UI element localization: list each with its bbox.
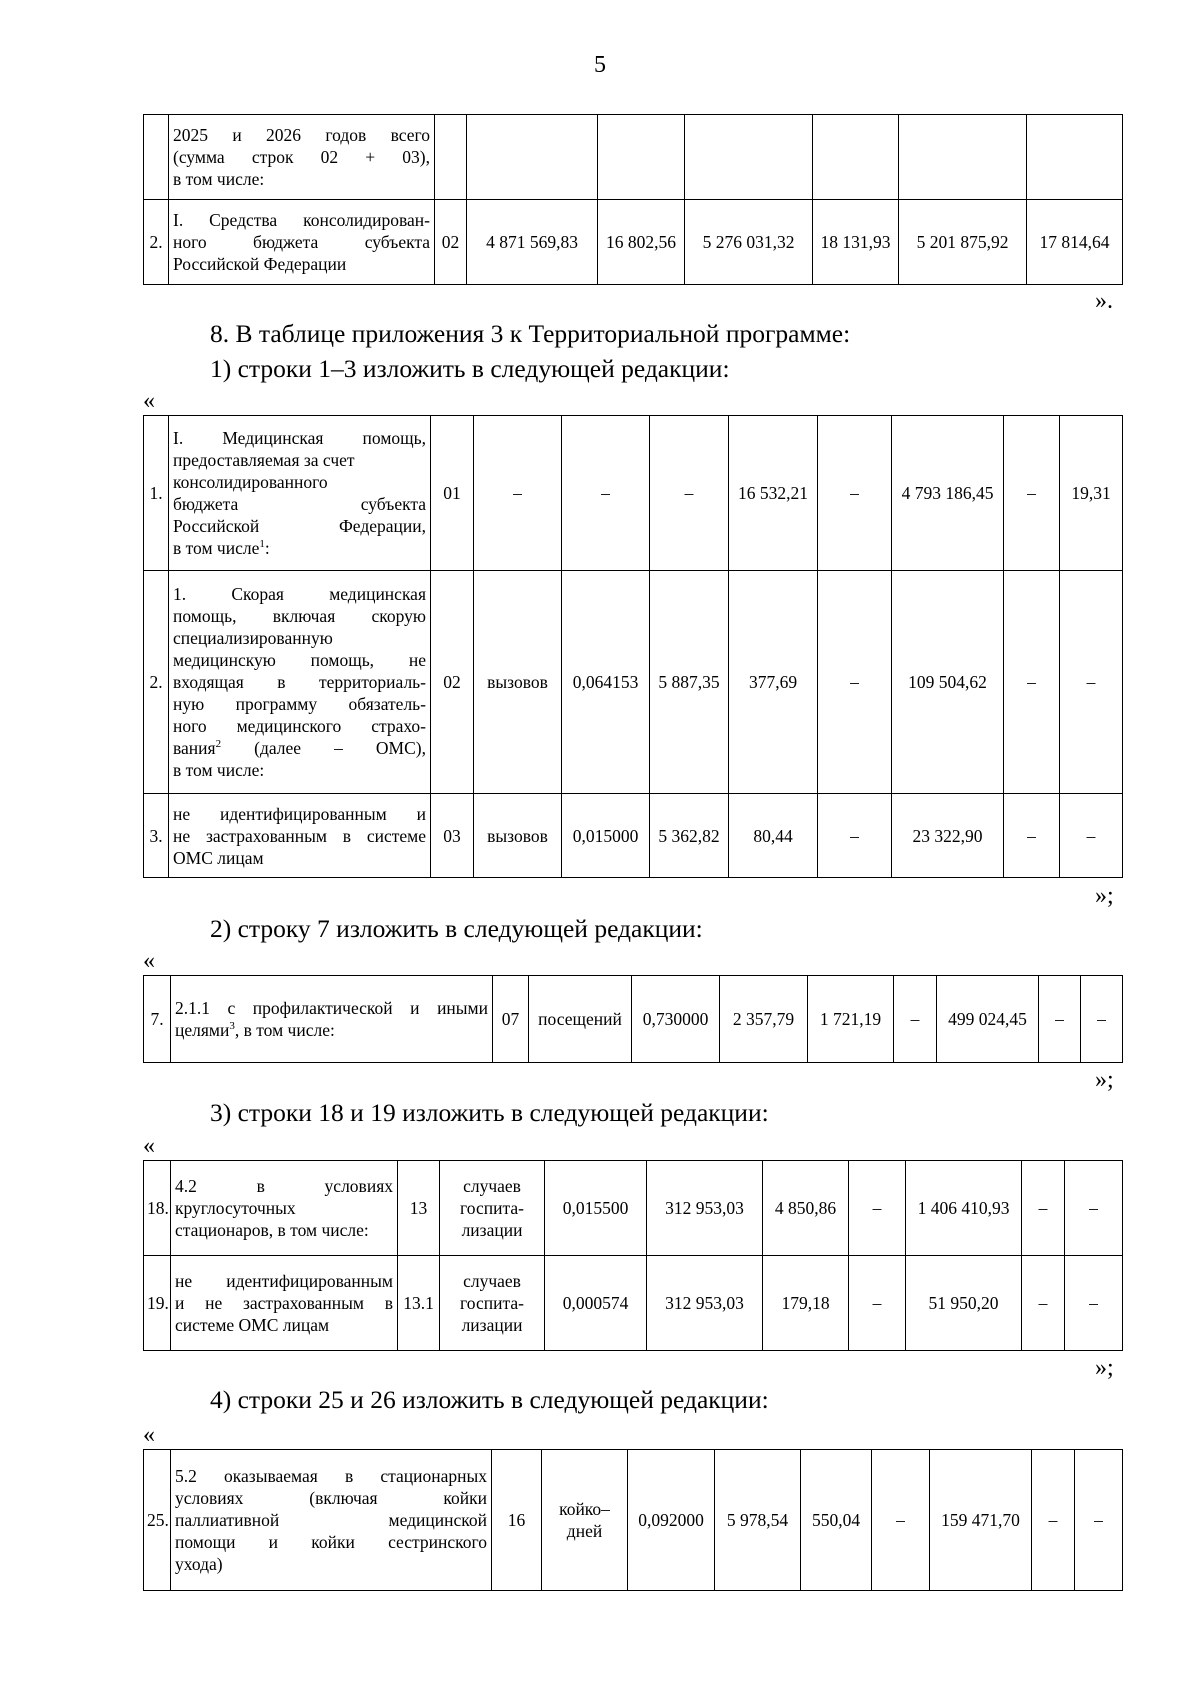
table-cell: –	[1081, 976, 1123, 1063]
table-cell: 01	[431, 416, 474, 571]
table-cell: –	[1004, 571, 1060, 794]
table-cell: 51 950,20	[906, 1256, 1022, 1351]
table-cell: –	[1004, 794, 1060, 878]
row-number: 19.	[144, 1256, 171, 1351]
table-cell: –	[562, 416, 650, 571]
table-cell: 1 721,19	[808, 976, 894, 1063]
table-cell: 19,31	[1060, 416, 1123, 571]
opening-quote: «	[143, 948, 155, 974]
table-cell: –	[1022, 1256, 1065, 1351]
row-label: 2.1.1 с профилактической и иными целями$^3$, в том числе:	[171, 976, 493, 1063]
table-cell: –	[1065, 1256, 1123, 1351]
table-cell: –	[474, 416, 562, 571]
row-label: 1. Скорая медицинская помощь, включая скорую специализированную медицинскую помощь, не входящая в территориаль- ную программу обязатель- ного медицинского страхо- вания$^2$ (далее – ОМС), в том числе:	[169, 571, 431, 794]
row-number: 3.	[144, 794, 169, 878]
table-cell: –	[1022, 1161, 1065, 1256]
table-cell	[1027, 115, 1123, 200]
table-cell: –	[1039, 976, 1081, 1063]
paragraph-8-4: 4) строки 25 и 26 изложить в следующей редакции:	[210, 1385, 769, 1414]
table-cell: 16 532,21	[729, 416, 818, 571]
row-number: 2.	[144, 200, 169, 285]
table-cell: –	[1075, 1450, 1123, 1591]
table-cell: вызовов	[474, 571, 562, 794]
table-cell: –	[818, 794, 892, 878]
table-cell: 159 471,70	[930, 1450, 1032, 1591]
row-number: 18.	[144, 1161, 171, 1256]
table-cell: вызовов	[474, 794, 562, 878]
table-row	[144, 571, 1123, 794]
table-cell: случаев госпита- лизации	[440, 1256, 545, 1351]
table-cell	[899, 115, 1027, 200]
table-cell: 5 201 875,92	[899, 200, 1027, 285]
table-row	[144, 115, 1123, 200]
closing-quote: »;	[1095, 1067, 1114, 1093]
table-cell: 499 024,45	[937, 976, 1039, 1063]
table-cell: 0,015500	[545, 1161, 647, 1256]
table-cell: 312 953,03	[647, 1256, 763, 1351]
table-cell: 07	[493, 976, 529, 1063]
table-cell: 13.1	[398, 1256, 440, 1351]
table-cell: 02	[435, 200, 467, 285]
table-cell: 16 802,56	[598, 200, 685, 285]
table-cell: койко– дней	[542, 1450, 628, 1591]
table-cell: –	[1004, 416, 1060, 571]
row-label: не идентифицированным и не застрахованным в системе ОМС лицам	[169, 794, 431, 878]
table-row	[144, 1256, 1123, 1351]
table-row	[144, 976, 1123, 1063]
paragraph-8: 8. В таблице приложения 3 к Территориальной программе:	[210, 319, 851, 348]
table-cell: –	[894, 976, 937, 1063]
table-cell: –	[650, 416, 729, 571]
table-a	[143, 114, 1123, 285]
row-number: 1.	[144, 416, 169, 571]
row-label: 5.2 оказываемая в стационарных условиях (включая койки паллиативной медицинской помощи и койки сестринского ухода)	[171, 1450, 492, 1591]
table-cell: 4 850,86	[763, 1161, 849, 1256]
table-row	[144, 416, 1123, 571]
table-cell: 0,064153	[562, 571, 650, 794]
opening-quote: «	[143, 388, 155, 414]
table-cell: –	[818, 416, 892, 571]
table-cell: –	[1032, 1450, 1075, 1591]
table-cell: 5 276 031,32	[685, 200, 813, 285]
table-cell: 03	[431, 794, 474, 878]
row-label: не идентифицированным и не застрахованным в системе ОМС лицам	[171, 1256, 398, 1351]
closing-quote: ».	[1095, 288, 1113, 314]
table-row	[144, 200, 1123, 285]
table-cell: 02	[431, 571, 474, 794]
table-row	[144, 794, 1123, 878]
closing-quote: »;	[1095, 883, 1114, 909]
table-cell: 1 406 410,93	[906, 1161, 1022, 1256]
table-cell: 0,092000	[628, 1450, 715, 1591]
page-number: 5	[594, 52, 606, 78]
table-cell: 23 322,90	[892, 794, 1004, 878]
table-cell: 312 953,03	[647, 1161, 763, 1256]
row-number: 7.	[144, 976, 171, 1063]
table-cell: 0,730000	[632, 976, 720, 1063]
table-e	[143, 1449, 1123, 1591]
table-cell: 0,015000	[562, 794, 650, 878]
paragraph-8-3: 3) строки 18 и 19 изложить в следующей редакции:	[210, 1098, 769, 1127]
table-row	[144, 1161, 1123, 1256]
table-b	[143, 415, 1123, 878]
table-cell: 109 504,62	[892, 571, 1004, 794]
table-cell: –	[849, 1161, 906, 1256]
table-cell: –	[1060, 794, 1123, 878]
table-cell: –	[1065, 1161, 1123, 1256]
table-d	[143, 1160, 1123, 1351]
row-label: 4.2 в условиях круглосуточных стационаров, в том числе:	[171, 1161, 398, 1256]
table-cell: 16	[492, 1450, 542, 1591]
paragraph-8-2: 2) строку 7 изложить в следующей редакции:	[210, 914, 703, 943]
table-cell: 2 357,79	[720, 976, 808, 1063]
table-cell	[467, 115, 598, 200]
table-cell: 17 814,64	[1027, 200, 1123, 285]
table-cell: 5 362,82	[650, 794, 729, 878]
table-cell: –	[849, 1256, 906, 1351]
table-cell: –	[1060, 571, 1123, 794]
closing-quote: »;	[1095, 1355, 1114, 1381]
opening-quote: «	[143, 1422, 155, 1448]
table-cell: 4 871 569,83	[467, 200, 598, 285]
table-cell: 80,44	[729, 794, 818, 878]
table-cell: 5 887,35	[650, 571, 729, 794]
table-cell	[435, 115, 467, 200]
table-cell: 13	[398, 1161, 440, 1256]
row-number	[144, 115, 169, 200]
table-cell: 5 978,54	[715, 1450, 801, 1591]
table-cell	[598, 115, 685, 200]
table-cell: случаев госпита- лизации	[440, 1161, 545, 1256]
row-label: I. Средства консолидирован- ного бюджета субъекта Российской Федерации	[169, 200, 435, 285]
row-number: 25.	[144, 1450, 171, 1591]
table-cell: 179,18	[763, 1256, 849, 1351]
row-label: I. Медицинская помощь, предоставляемая за счет консолидированного бюджета субъекта Российской Федерации, в том числе$^1$:	[169, 416, 431, 571]
table-row	[144, 1450, 1123, 1591]
table-cell: 4 793 186,45	[892, 416, 1004, 571]
table-cell: 0,000574	[545, 1256, 647, 1351]
table-cell: 377,69	[729, 571, 818, 794]
table-cell: 550,04	[801, 1450, 872, 1591]
table-cell	[685, 115, 813, 200]
table-cell	[813, 115, 899, 200]
opening-quote: «	[143, 1133, 155, 1159]
table-cell: посещений	[529, 976, 632, 1063]
table-cell: –	[872, 1450, 930, 1591]
row-label: 2025 и 2026 годов всего (сумма строк 02 + 03), в том числе:	[169, 115, 435, 200]
table-cell: –	[818, 571, 892, 794]
paragraph-8-1: 1) строки 1–3 изложить в следующей редакции:	[210, 354, 730, 383]
row-number: 2.	[144, 571, 169, 794]
table-c	[143, 975, 1123, 1063]
table-cell: 18 131,93	[813, 200, 899, 285]
